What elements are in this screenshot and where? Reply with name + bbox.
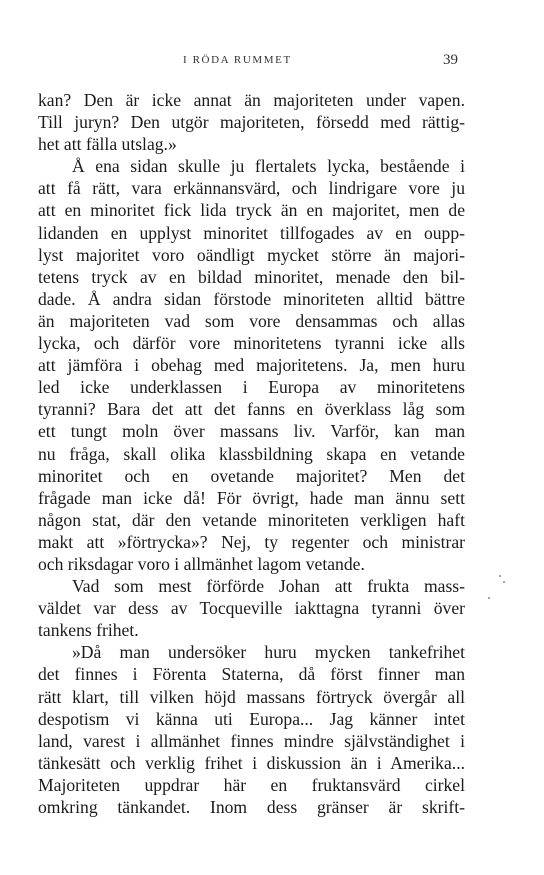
running-title: I RÖDA RUMMET [183,54,292,66]
text-line: minoritet och en ovetande majoritet? Men det [38,465,465,486]
text-line: Vad som mest förförde Johan att frukta mass- [72,576,465,597]
text-line: Majoriteten uppdrar här en fruktansvärd cirkel [38,774,465,795]
text-line: att jämföra i obehag med majoritetens. Ja, men huru [38,355,465,376]
text-line: tyranni? Bara det att det fanns en överklass låg som [38,399,465,420]
text-line: att en minoritet fick lida tryck än en majoritet, men de [38,200,465,221]
text-line: »Då man undersöker huru mycken tankefrihet [72,642,465,663]
text-line: lidanden en upplyst minoritet tillfogades av en oupp- [38,222,465,243]
text-line: lycka, och därför vore minoritetens tyranni icke alls [38,333,465,354]
text-line: frågade man icke då! För övrigt, hade man ännu sett [38,487,465,508]
text-line: nu fråga, skall olika klassbildning skapa en vetande [38,443,465,464]
text-line: än majoriteten vad som vore densammas och allas [38,310,465,331]
text-line: het att fälla utslag.» [38,134,177,155]
body-text [38,89,465,818]
text-line: någon stat, där den vetande minoriteten verkligen haft [38,509,465,530]
text-line: dade. Å andra sidan förstode minoriteten alltid bättre [38,288,465,309]
text-line: det finnes i Förenta Staterna, då först finner man [38,664,465,685]
print-speck [488,597,490,599]
text-line: despotism vi känna uti Europa... Jag känner intet [38,708,465,729]
text-line: lyst majoritet voro oändligt mycket större än majori- [38,244,465,265]
text-line: land, varest i allmänhet finnes mindre självständighet i [38,730,465,751]
text-line: led icke underklassen i Europa av minoritetens [38,377,465,398]
running-head [0,54,544,74]
text-line: kan? Den är icke annat än majoriteten under vapen. [38,90,465,110]
text-line: Till juryn? Den utgör majoriteten, försedd med rättig- [38,112,465,133]
text-line: rätt klart, till vilken höjd massans förtryck övergår all [38,686,465,707]
text-line: tänkesätt och verklig frihet i diskussion än i Amerika... [38,752,465,773]
text-line: och riksdagar voro i allmänhet lagom vetande. [38,553,365,574]
text-line: väldet var dess av Tocqueville iakttagna tyranni över [38,598,465,619]
text-line: omkring tänkandet. Inom dess gränser är skrift- [38,797,465,817]
print-speck [499,575,501,577]
text-line: tetens tryck av en bildad minoritet, menade den bil- [38,266,465,287]
text-line: tankens frihet. [38,620,139,641]
text-line: att få rätt, vara erkännansvärd, och lindrigare vore ju [38,178,465,199]
print-speck [503,581,505,583]
page-number: 39 [443,52,458,68]
text-line: makt att »förtrycka»? Nej, ty regenter och ministrar [38,531,465,552]
text-line: ett tungt moln över massans liv. Varför, kan man [38,421,465,442]
text-line: Å ena sidan skulle ju flertalets lycka, bestående i [72,156,465,177]
